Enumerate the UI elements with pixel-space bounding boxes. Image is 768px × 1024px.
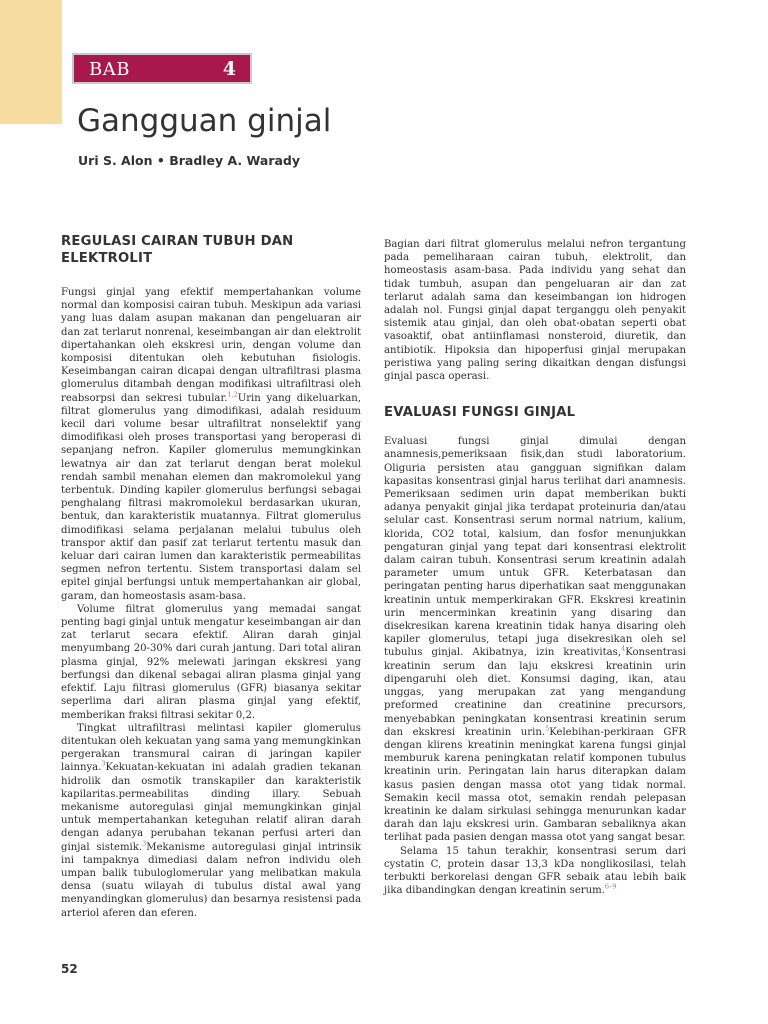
section-heading-evaluasi: EVALUASI FUNGSI GINJAL	[384, 405, 576, 421]
paragraph-evaluasi-2: Selama 15 tahun terakhir, konsentrasi serum dari cystatin C, protein dasar 13,3 kDa nonglikosilasi, telah terbukti berkorelasi dengan GFR sebaik atau lebih baik jika dibandingkan dengan kreatinin serum.$^{6-9}$	[384, 845, 686, 897]
paragraph-evaluasi-1: Evaluasi fungsi ginjal dimulai dengan anamnesis,pemeriksaan fisik,dan studi laboratorium. Oliguria persisten atau gangguan signifikan dalam kapasitas konsentrasi ginjal harus terlihat dari anamnesis. Pemeriksaan sedimen urin dapat memberikan bukti adanya penyakit ginjal jika terdapat proteinuria dan/atau selular cast. Konsentrasi serum normal natrium, kalium, klorida, CO2 total, kalsium, dan fosfor menunjukkan pengaturan ginjal yang tepat dari konsentrasi elektrolit dalam cairan tubuh. Konsentrasi serum kreatinin adalah parameter umum untuk GFR. Keterbatasan dan peringatan penting harus diperhatikan saat menggunakan kreatinin untuk memperkirakan GFR. Ekskresi kreatinin urin mencerminkan kreatinin yang disaring dan disekresikan karena kreatinin tidak hanya disaring oleh kapiler glomerulus, tetapi juga disekresikan oleh sel tubulus ginjal. Akibatnya, izin kreativitas,$^4$Konsentrasi kreatinin serum dan laju ekskresi kreatinin urin dipengaruhi oleh diet. Konsumsi daging, ikan, atau unggas, yang merupakan zat yang mengandung preformed creatinine dan creatinine precursors, menyebabkan peningkatan konsentrasi kreatinin serum dan ekskresi kreatinin urin.$^5$Kelebihan-perkiraan GFR dengan klirens kreatinin meningkat karena fungsi ginjal memburuk karena peningkatan relatif komponen tubulus kreatinin urin. Peringatan lain harus diterapkan dalam kasus pasien dengan massa otot yang tidak normal. Semakin kecil massa otot, semakin rendah pelepasan kreatinin ke dalam sirkulasi sehingga menurunkan kadar darah dan laju ekskresi urin. Gambaran sebaliknya akan terlihat pada pasien dengan massa otot yang sangat besar.	[384, 436, 686, 844]
paragraph-regulasi-3: Tingkat ultrafiltrasi melintasi kapiler glomerulus ditentukan oleh kekuatan yang sama yang memungkinkan pergerakan transmural cairan di jaringan kapiler lainnya.$^3$Kekuatan-kekuatan ini adalah gradien tekanan hidrolik dan osmotik transkapiler dan karakteristik kapilaritas.permeabilitas dinding illary. Sebuah mekanisme autoregulasi ginjal memungkinkan ginjal untuk mempertahankan keteguhan relatif aliran darah dengan adanya perubahan tekanan perfusi arteri dan ginjal sistemik.$^3$Mekanisme autoregulasi ginjal intrinsik ini tampaknya dimediasi dalam nefron individu oleh umpan balik tubuloglomerular yang melibatkan makula densa (suatu wilayah di tubulus distal awal yang menyandingkan glomerulus) dan besarnya resistensi pada arteriol aferen dan eferen.	[61, 722, 361, 919]
paragraph-continuation: Bagian dari filtrat glomerulus melalui nefron tergantung pada pemeliharaan cairan tubuh, elektrolit, dan homeostasis asam-basa. Pada individu yang sehat dan tidak tumbuh, asupan dan pengeluaran air dan zat terlarut adalah sama dan keseimbangan ion hidrogen adalah nol. Fungsi ginjal dapat terganggu oleh penyakit sistemik atau ginjal, dan oleh obat-obatan seperti obat vasoaktif, obat antiinflamasi nonsteroid, diuretik, dan antibiotik. Hipoksia dan hipoperfusi ginjal merupakan peristiwa yang paling sering dikaitkan dengan disfungsi ginjal pasca operasi.	[384, 239, 686, 383]
paragraph-regulasi-1: Fungsi ginjal yang efektif mempertahankan volume normal dan komposisi cairan tubuh. Meskipun ada variasi yang luas dalam asupan makanan dan pengeluaran air dan zat terlarut nonrenal, keseimbangan air dan elektrolit dipertahankan oleh ekskresi urin, dengan volume dan komposisi ditentukan oleh kebutuhan fisiologis. Keseimbangan cairan dicapai dengan ultrafiltrasi plasma glomerulus ditambah dengan modifikasi ultrafiltrasi oleh reabsorpsi dan sekresi tubular.$^{1,2}$Urin yang dikeluarkan, filtrat glomerulus yang dimodifikasi, adalah residuum kecil dari volume besar ultrafiltrat nonselektif yang dimodifikasi oleh proses transportasi yang beroperasi di sepanjang nefron. Kapiler glomerulus memungkinkan lewatnya air dan zat terlarut dengan berat molekul rendah sambil menahan elemen dan makromolekul yang terbentuk. Dinding kapiler glomerulus berfungsi sebagai penghalang filtrasi makromolekul berdasarkan ukuran, bentuk, dan karakteristik muatannya. Filtrat glomerulus dimodifikasi selama perjalanan melalui tubulus oleh transpor aktif dan pasif zat terlarut tertentu masuk dan keluar dari cairan lumen dan karakteristik permeabilitas segmen nefron tertentu. Sistem transportasi dalam sel epitel ginjal berfungsi untuk mempertahankan air global, garam, dan homeostasis asam-basa.	[61, 287, 361, 602]
paragraph-regulasi-2: Volume filtrat glomerulus yang memadai sangat penting bagi ginjal untuk mengatur keseimbangan air dan zat terlarut secara efektif. Aliran darah ginjal menyumbang 20-30% dari curah jantung. Dari total aliran plasma ginjal, 92% melewati jaringan ekskresi yang berfungsi dan dikenal sebagai aliran plasma ginjal yang efektif. Laju filtrasi glomerulus (GFR) biasanya sekitar seperlima dari aliran plasma ginjal yang efektif, memberikan fraksi filtrasi sekitar 0,2.	[61, 603, 361, 721]
chapter-title: Gangguan ginjal	[77, 103, 332, 139]
chapter-corner-decoration	[0, 0, 62, 124]
authors-line: Uri S. Alon • Bradley A. Warady	[78, 153, 301, 168]
section-heading-regulasi: REGULASI CAIRAN TUBUH DAN ELEKTROLIT	[61, 234, 294, 266]
right-column	[384, 238, 686, 897]
citation-ref: 4	[621, 645, 626, 654]
citation-ref: 5	[545, 724, 550, 733]
chapter-number: 4	[222, 58, 236, 80]
left-column	[61, 226, 361, 920]
citation-ref: 3	[142, 839, 147, 848]
citation-ref: 6–9	[604, 882, 617, 891]
chapter-label: BAB	[89, 59, 130, 80]
citation-ref: 1,2	[227, 390, 238, 399]
page-number: 52	[61, 962, 78, 976]
chapter-label-box	[72, 53, 252, 84]
citation-ref: 3	[101, 759, 106, 768]
